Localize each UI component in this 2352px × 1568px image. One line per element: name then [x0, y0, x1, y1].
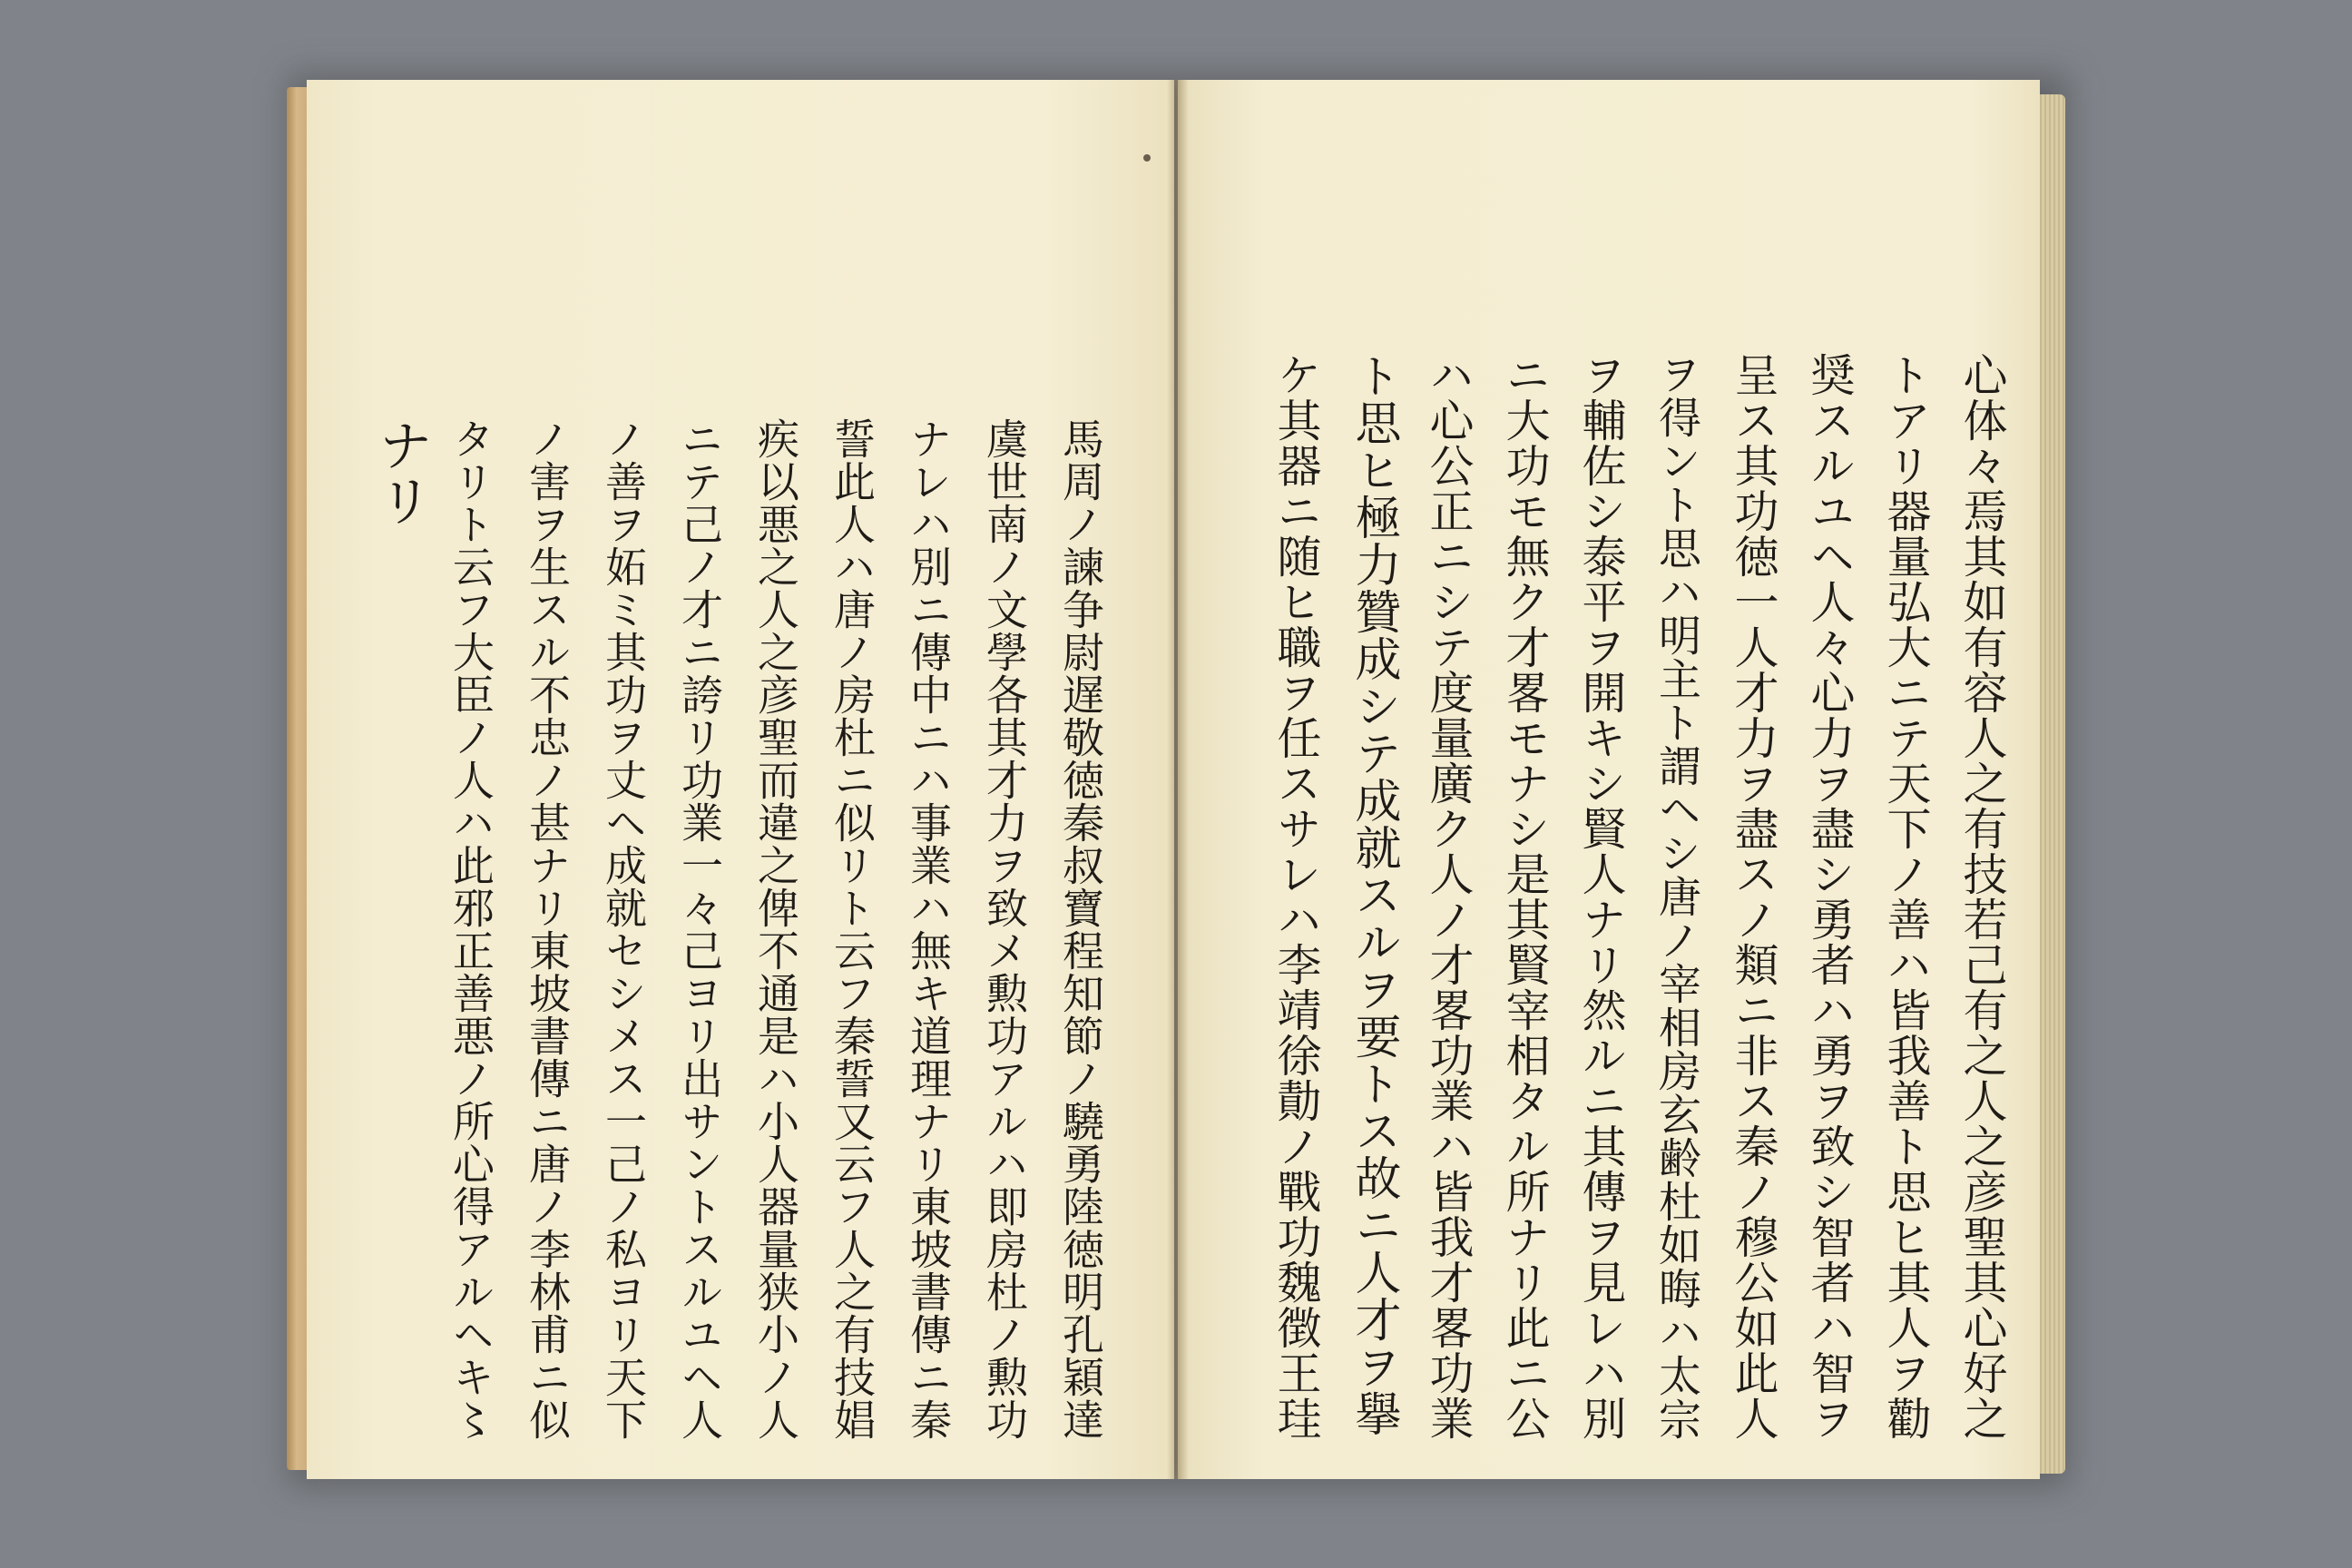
text-column: 心体々焉其如有容人之有技若己有之人之彦聖其心好之	[1956, 352, 2008, 1441]
text-column: 呈ス其功徳一人才力ヲ盡スノ類ニ非ス秦ノ穆公如此人	[1728, 352, 1779, 1441]
text-column: ノ害ヲ生スル不忠ノ甚ナリ東坡書傳ニ唐ノ李林甫ニ似	[523, 417, 572, 1441]
text-column: ヲ得ント思ハ明主ト謂ヘシ唐ノ宰相房玄齢杜如晦ハ太宗	[1651, 352, 1701, 1441]
text-column: ハ心公正ニシテ度量廣ク人ノ才畧功業ハ皆我才畧功業	[1423, 352, 1475, 1441]
text-column: 疾以悪之人之彦聖而違之俾不通是ハ小人器量狭小ノ人	[751, 417, 800, 1441]
text-column: タリト云フ大臣ノ人ハ此邪正善悪ノ所心得アルヘキ〻	[446, 417, 495, 1441]
text-column: 誓此人ハ唐ノ房杜ニ似リト云フ秦誓又云フ人之有技娼	[828, 417, 877, 1441]
text-column: ト思ヒ極力贊成シテ成就スルヲ要トス故ニ人才ヲ擧	[1347, 352, 1400, 1437]
text-column: トアリ器量弘大ニテ天下ノ善ハ皆我善ト思ヒ其人ヲ勸	[1880, 352, 1932, 1441]
text-column: ニ大功モ無ク才畧モナシ是其賢宰相タル所ナリ此ニ公	[1499, 352, 1551, 1441]
left-page	[307, 80, 1174, 1479]
text-column: 奨スルユヘ人々心力ヲ盡シ勇者ハ勇ヲ致シ智者ハ智ヲ	[1804, 352, 1856, 1441]
text-column: ケ其器ニ随ヒ職ヲ任スサレハ李靖徐勣ノ戰功魏徴王珪	[1270, 352, 1322, 1441]
book-gutter	[1167, 80, 1189, 1479]
text-column: ナレハ別ニ傳中ニハ事業ハ無キ道理ナリ東坡書傳ニ秦	[904, 417, 953, 1441]
text-column: ノ善ヲ妬ミ其功ヲ丈ヘ成就セシメス一己ノ私ヨリ天下	[599, 417, 648, 1441]
text-column: ナリ	[369, 417, 433, 528]
right-page	[1178, 80, 2040, 1479]
page-mark	[1143, 154, 1151, 162]
text-column: 馬周ノ諫争尉遅敬徳秦叔寶程知節ノ驍勇陸徳明孔穎達	[1056, 417, 1105, 1441]
text-column: 虞世南ノ文學各其才力ヲ致メ勲功アルハ即房杜ノ勲功	[980, 417, 1029, 1441]
text-column: ヲ輔佐シ泰平ヲ開キシ賢人ナリ然ルニ其傳ヲ見レハ別	[1575, 352, 1627, 1441]
text-column: ニテ己ノ才ニ誇リ功業一々己ヨリ出サントスルユヘ人	[675, 417, 724, 1441]
